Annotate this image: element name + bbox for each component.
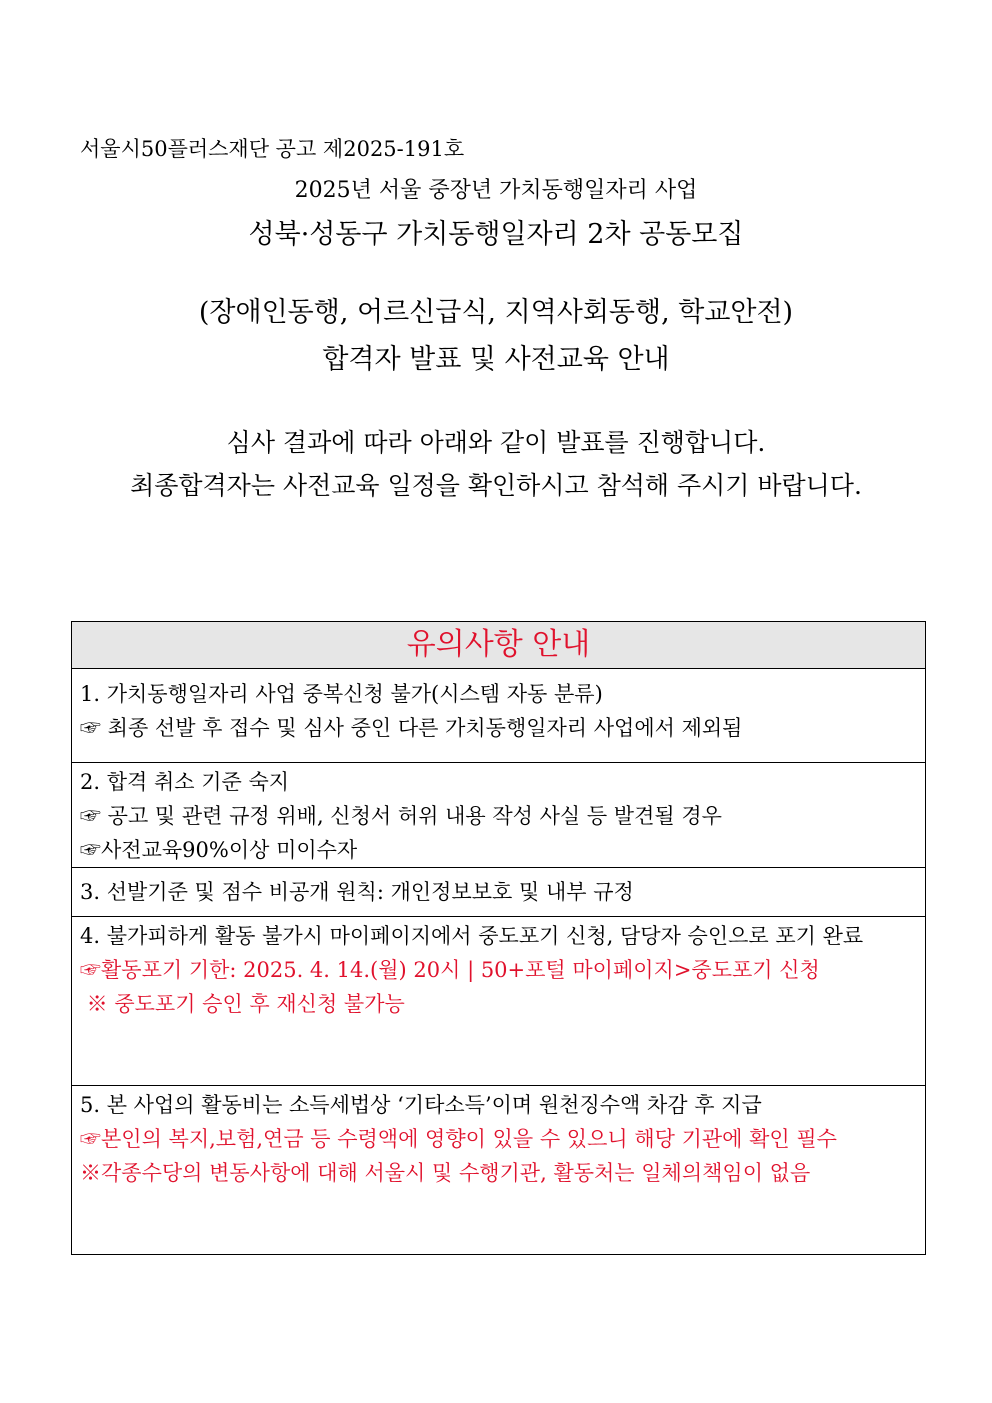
intro-line-1: 심사 결과에 따라 아래와 같이 발표를 진행합니다. [226, 428, 766, 457]
notes-header-cell [72, 622, 926, 669]
note-line: ☞ 공고 및 관련 규정 위배, 신청서 허위 내용 작성 사실 등 발견될 경우 [80, 804, 722, 828]
page-title: 성북·성동구 가치동행일자리 2차 공동모집 [248, 219, 744, 250]
notice-number: 서울시50플러스재단 공고 제2025-191호 [80, 137, 465, 161]
note-line: ☞ 최종 선발 후 접수 및 심사 중인 다른 가치동행일자리 사업에서 제외됨 [80, 716, 743, 740]
note-item [72, 917, 926, 1086]
note-cell [72, 669, 926, 763]
note-line: 3. 선발기준 및 점수 비공개 원칙: 개인정보보호 및 내부 규정 [80, 880, 634, 904]
recruitment-categories: (장애인동행, 어르신급식, 지역사회동행, 학교안전) [198, 297, 794, 328]
note-item [72, 669, 926, 763]
notes-header-row [72, 622, 926, 669]
note-line-warning: ※ 중도포기 승인 후 재신청 불가능 [80, 992, 405, 1016]
note-line: ☞사전교육90%이상 미이수자 [80, 838, 358, 862]
note-cell [72, 868, 926, 917]
note-line: 5. 본 사업의 활동비는 소득세법상 ‘기타소득’이며 원천징수액 차감 후 지급 [80, 1093, 762, 1117]
note-item [72, 763, 926, 868]
notes-heading: 유의사항 안내 [406, 627, 591, 662]
note-line: 2. 합격 취소 기준 숙지 [80, 770, 290, 794]
notes-table [71, 621, 926, 1255]
note-cell [72, 763, 926, 868]
note-item [72, 868, 926, 917]
note-cell [72, 1086, 926, 1255]
note-line-warning: ☞활동포기 기한: 2025. 4. 14.(월) 20시 | 50+포털 마이페이지>중도포기 신청 [80, 958, 820, 982]
note-line-warning: ☞본인의 복지,보험,연금 등 수령액에 영향이 있을 수 있으니 해당 기관에 확인 필수 [80, 1127, 837, 1151]
intro-line-2: 최종합격자는 사전교육 일정을 확인하시고 참석해 주시기 바랍니다. [130, 471, 862, 500]
note-line: 1. 가치동행일자리 사업 중복신청 불가(시스템 자동 분류) [80, 682, 603, 706]
note-line-warning: ※각종수당의 변동사항에 대해 서울시 및 수행기관, 활동처는 일체의책임이 없음 [80, 1161, 811, 1185]
note-cell [72, 917, 926, 1086]
note-item [72, 1086, 926, 1255]
note-line: 4. 불가피하게 활동 불가시 마이페이지에서 중도포기 신청, 담당자 승인으로 포기 완료 [80, 924, 864, 948]
page-subtitle: 2025년 서울 중장년 가치동행일자리 사업 [294, 178, 698, 203]
announcement-title: 합격자 발표 및 사전교육 안내 [322, 344, 670, 375]
